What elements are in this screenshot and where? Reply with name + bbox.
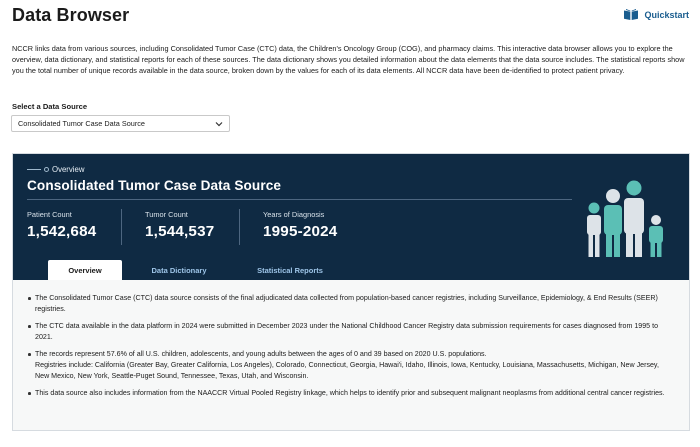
stat-divider <box>239 209 240 245</box>
list-item: The CTC data available in the data platform in 2024 were submitted in December 2023 under the National Childhood Cancer Registry data submission requirements for cases diagnosed from 1995 to 2021. <box>28 321 665 342</box>
stat-years-of-diagnosis <box>263 210 337 240</box>
data-source-select[interactable] <box>11 115 230 132</box>
banner-divider <box>27 199 572 200</box>
data-source-panel <box>12 153 690 431</box>
tab-data-dictionary[interactable]: Data Dictionary <box>151 265 207 275</box>
eyebrow-dot <box>44 167 49 172</box>
stat-value: 1,544,537 <box>145 223 215 240</box>
stat-tumor-count <box>145 210 214 240</box>
stat-label: Years of Diagnosis <box>263 210 325 219</box>
data-source-select-label: Select a Data Source <box>12 102 88 111</box>
tab-statistical-reports[interactable]: Statistical Reports <box>257 265 323 275</box>
family-illustration-icon <box>583 176 669 258</box>
book-icon <box>623 8 639 21</box>
stat-patient-count <box>27 210 96 240</box>
list-item-text: The records represent 57.6% of all U.S. children, adolescents, and young adults between the ages of 0 and 39 based on 2020 U.S. populations. <box>35 350 487 359</box>
chevron-down-icon <box>215 120 223 128</box>
page-title: Data Browser <box>12 5 130 25</box>
data-source-title: Consolidated Tumor Case Data Source <box>27 178 282 193</box>
overview-eyebrow <box>27 165 85 174</box>
intro-text: NCCR links data from various sources, including Consolidated Tumor Case (CTC) data, the Children's Oncology Group (COG), and pharmacy claims. This interactive data browser allows you to explore the overview, data dictionary, and statistical reports for each of these sources. The data dictionary shows you detailed information about the data elements that the data source includes. The statistical reports show you the total number of unique records available in the data source, broken down by the values for each of its data elements. All NCCR data have been de-identified to protect patient privacy. <box>12 44 685 75</box>
list-item: This data source also includes information from the NAACCR Virtual Pooled Registry linkage, which helps to identify prior and subsequent malignant neoplasms from additional central cancer registries. <box>28 388 665 399</box>
overview-content <box>13 280 689 430</box>
overview-banner <box>13 154 689 280</box>
data-source-tabs <box>13 260 689 280</box>
stat-divider <box>121 209 122 245</box>
stat-value: 1995-2024 <box>263 223 338 240</box>
list-item: The Consolidated Tumor Case (CTC) data source consists of the final adjudicated data collected from population-based cancer registries, including Surveillance, Epidemiology, & End Results (SEER) registries. <box>28 293 665 314</box>
list-item-text: Registries include: California (Greater Bay, Greater California, Los Angeles), Colorado, Connecticut, Georgia, Hawai'i, Idaho, Illinois, Iowa, Kentucky, Louisiana, Massachusetts, Michigan, New Jersey, New Mexico, New York, Seattle-Puget Sound, Tennessee, Texas, Utah, and Wisconsin. <box>35 360 659 380</box>
stat-value: 1,542,684 <box>27 223 97 240</box>
quickstart-link[interactable] <box>623 8 689 21</box>
stat-label: Patient Count <box>27 210 72 219</box>
data-source-selected-value: Consolidated Tumor Case Data Source <box>18 119 145 128</box>
list-item <box>28 349 665 381</box>
overview-eyebrow-label: Overview <box>52 165 85 174</box>
quickstart-label: Quickstart <box>644 9 689 20</box>
tab-overview[interactable]: Overview <box>48 260 122 280</box>
stat-label: Tumor Count <box>145 210 188 219</box>
eyebrow-line <box>27 169 41 170</box>
